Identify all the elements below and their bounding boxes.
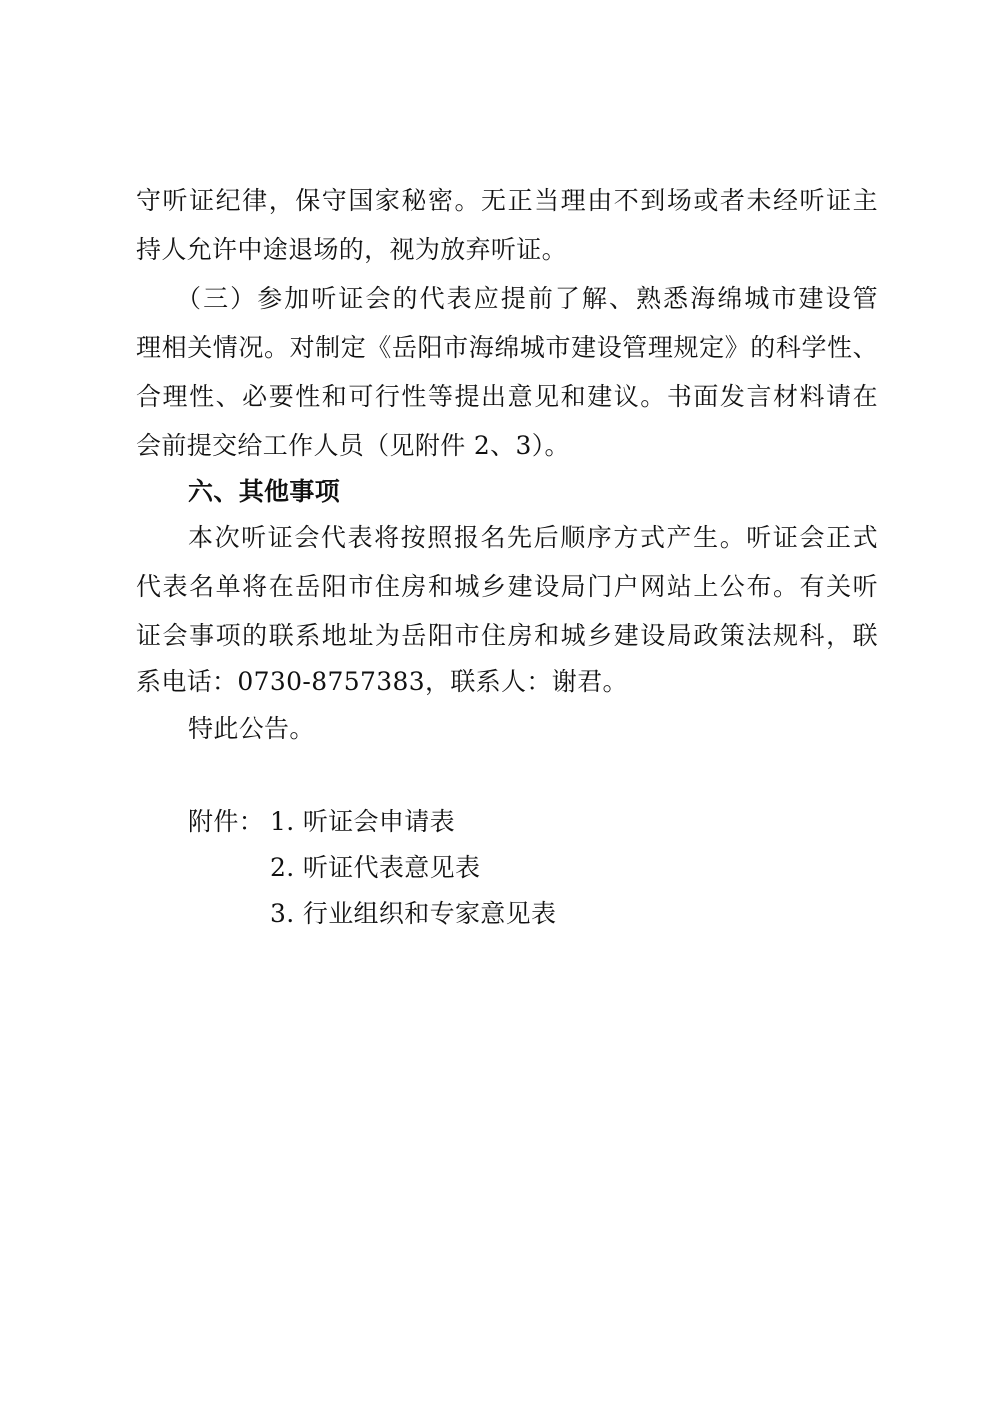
body-text-line: 守听证纪律，保守国家秘密。无正当理由不到场或者未经听证主 (136, 186, 878, 215)
section-six-heading: 六、其他事项 (188, 477, 341, 506)
body-text-line: 持人允许中途退场的，视为放弃听证。 (136, 235, 567, 264)
attachment-item: 3. 行业组织和专家意见表 (270, 899, 557, 928)
paragraph-three-start: （三）参加听证会的代表应提前了解、熟悉海绵城市建设管 (176, 284, 878, 313)
body-text-line: 会前提交给工作人员（见附件 2、3）。 (136, 431, 570, 460)
body-text-line: 证会事项的联系地址为岳阳市住房和城乡建设局政策法规科，联 (136, 621, 878, 650)
body-text-line: 代表名单将在岳阳市住房和城乡建设局门户网站上公布。有关听 (136, 572, 878, 601)
attachments-label: 附件： (188, 807, 265, 836)
closing-text: 特此公告。 (188, 714, 315, 743)
body-text-line: 合理性、必要性和可行性等提出意见和建议。书面发言材料请在 (136, 382, 878, 411)
contact-line: 系电话：0730-8757383，联系人：谢君。 (136, 667, 628, 696)
body-text-line: 理相关情况。对制定《岳阳市海绵城市建设管理规定》的科学性、 (136, 333, 878, 362)
section-six-paragraph-start: 本次听证会代表将按照报名先后顺序方式产生。听证会正式 (188, 523, 878, 552)
attachment-item: 2. 听证代表意见表 (270, 853, 481, 882)
attachment-item: 1. 听证会申请表 (270, 807, 455, 836)
